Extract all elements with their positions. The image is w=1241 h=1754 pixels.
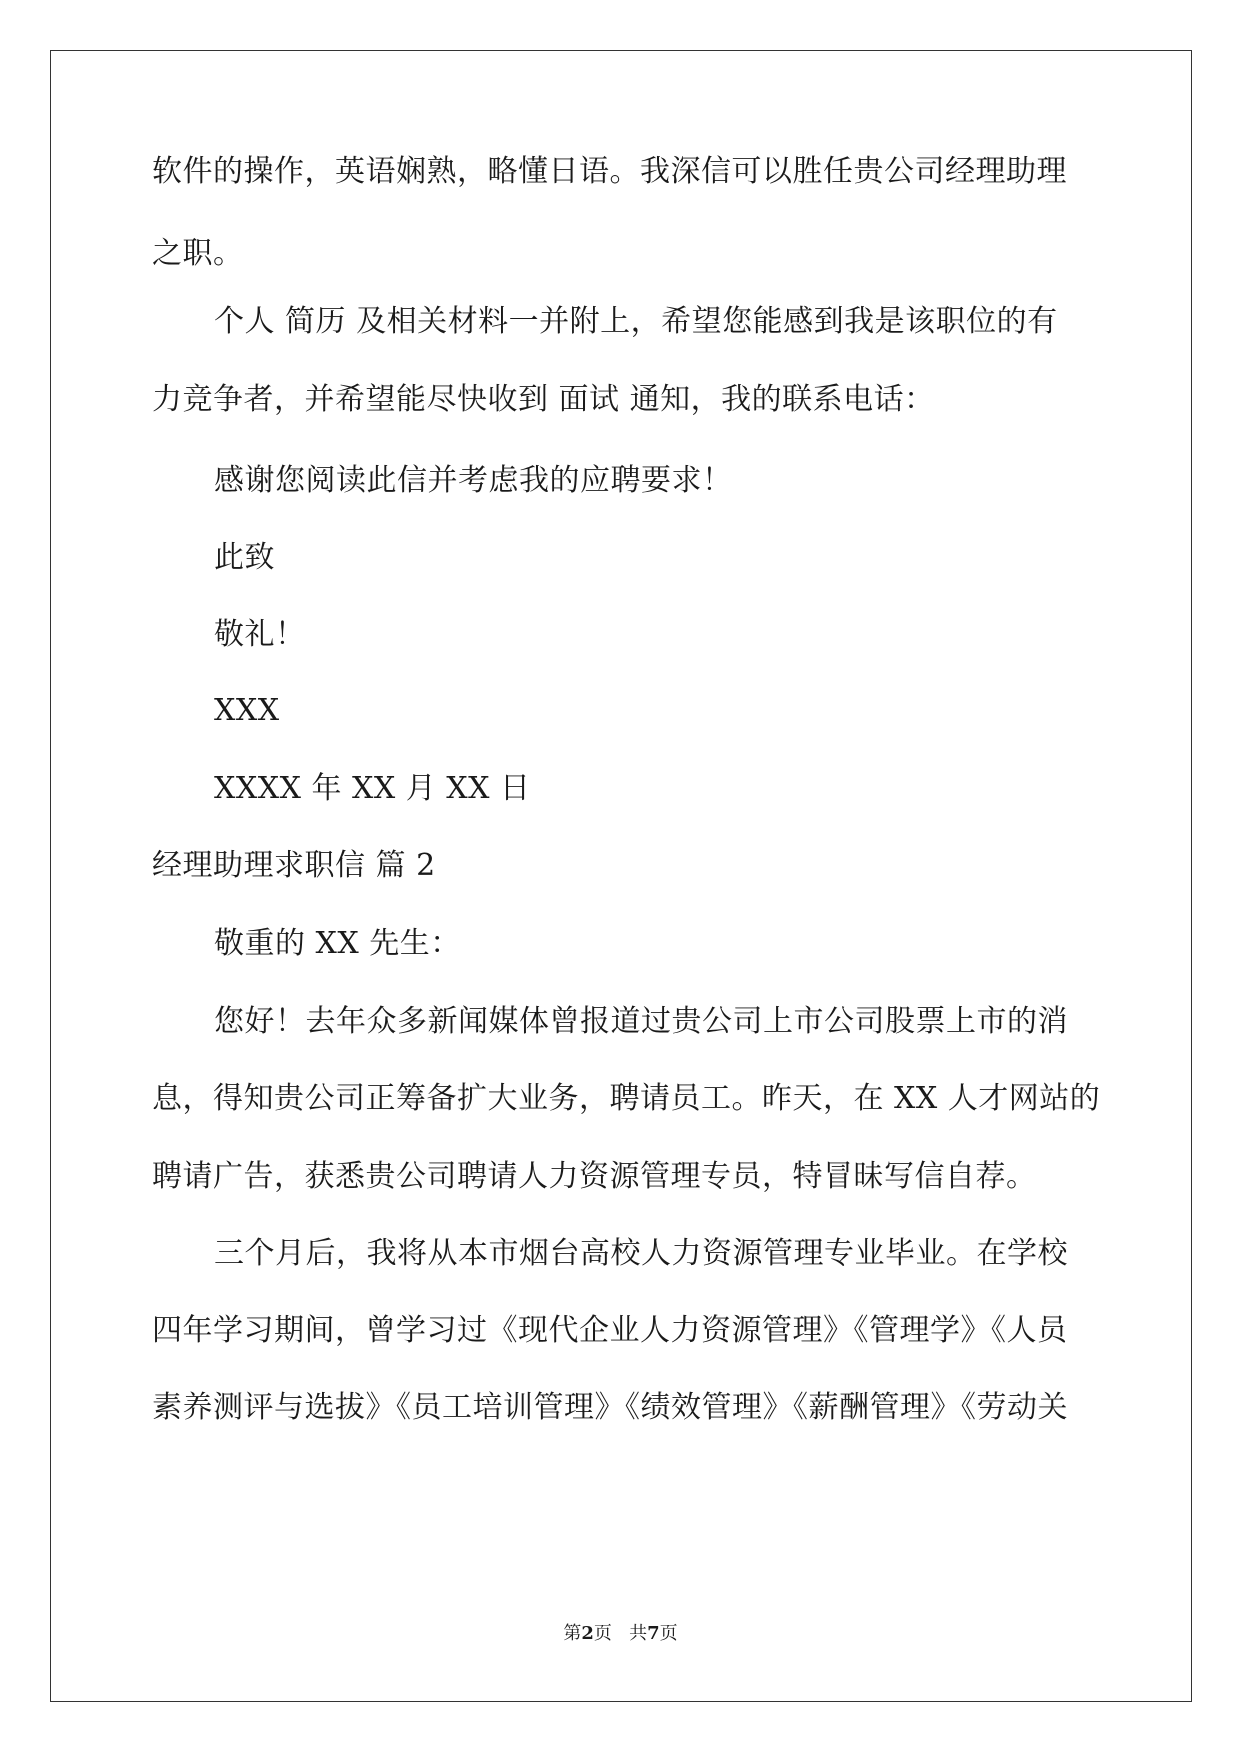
- body-line: 三个月后，我将从本市烟台高校人力资源管理专业毕业。在学校: [214, 1236, 1068, 1271]
- footer-total-suffix: 页: [659, 1623, 678, 1644]
- signature-line: XXX: [214, 693, 280, 728]
- body-line: 之职。: [152, 236, 244, 271]
- page-footer: [0, 1622, 1241, 1646]
- body-line: 四年学习期间，曾学习过《现代企业人力资源管理》《管理学》《人员: [152, 1313, 1068, 1348]
- body-line: 软件的操作，英语娴熟，略懂日语。我深信可以胜任贵公司经理助理: [152, 154, 1067, 189]
- date-line: XXXX 年 XX 月 XX 日: [214, 771, 531, 806]
- footer-total-pages: 7: [647, 1623, 660, 1644]
- closing-line: 敬礼！: [214, 617, 306, 652]
- body-line: 聘请广告，获悉贵公司聘请人力资源管理专员，特冒昧写信自荐。: [152, 1159, 1037, 1194]
- body-line: 您好！去年众多新闻媒体曾报道过贵公司上市公司股票上市的消: [214, 1004, 1068, 1039]
- body-line: 息，得知贵公司正筹备扩大业务，聘请员工。昨天，在 XX 人才网站的: [152, 1081, 1101, 1116]
- body-line: 感谢您阅读此信并考虑我的应聘要求！: [214, 463, 733, 498]
- body-line: 力竞争者，并希望能尽快收到 面试 通知，我的联系电话：: [152, 382, 935, 417]
- section-heading: 经理助理求职信 篇 2: [152, 848, 436, 883]
- footer-total-prefix: 共: [629, 1623, 648, 1644]
- body-line: 个人 简历 及相关材料一并附上，希望您能感到我是该职位的有: [214, 304, 1058, 339]
- footer-page-suffix: 页: [593, 1623, 612, 1644]
- body-line: 素养测评与选拔》《员工培训管理》《绩效管理》《薪酬管理》《劳动关: [152, 1390, 1068, 1425]
- footer-page-prefix: 第: [563, 1623, 582, 1644]
- greeting-line: 敬重的 XX 先生：: [214, 926, 461, 961]
- footer-page-number: 2: [581, 1623, 594, 1644]
- salutation-line: 此致: [214, 540, 275, 575]
